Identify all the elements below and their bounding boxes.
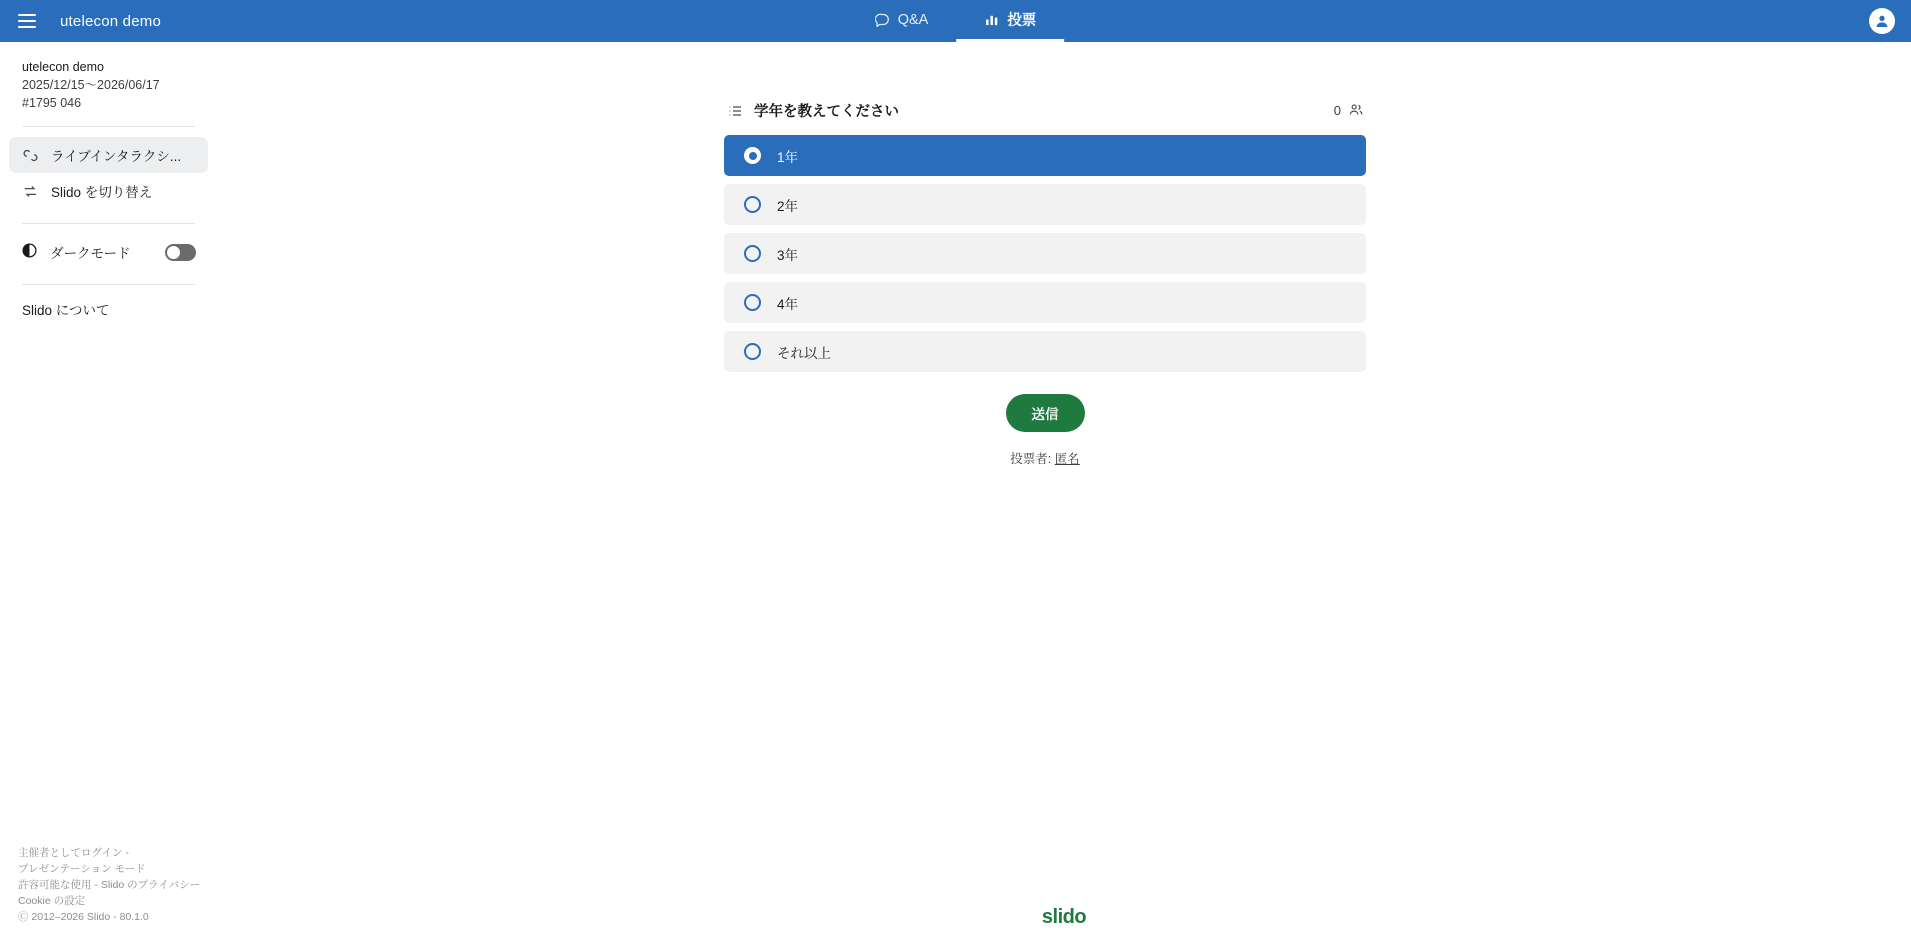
user-avatar-icon (1874, 13, 1890, 29)
voter-identity-label: 投票者: (1010, 452, 1052, 466)
footer-acceptable-use-privacy[interactable]: 許容可能な使用 - Slido のプライバシー (18, 879, 201, 891)
main-tabs (847, 0, 1065, 42)
footer-copyright: Ⓒ 2012–2026 Slido - 80.1.0 (18, 911, 149, 923)
participant-count-value: 0 (1333, 103, 1341, 118)
chat-bubble-icon (875, 12, 890, 27)
about-slido-link[interactable]: Slido について (22, 303, 110, 318)
top-bar (0, 0, 1911, 42)
sidebar-divider-bottom (22, 284, 195, 285)
participant-count (1334, 102, 1364, 120)
tab-polls-label: 投票 (1007, 13, 1037, 29)
event-dates: 2025/12/15〜2026/06/17 (22, 78, 160, 92)
poll-option[interactable] (724, 282, 1366, 323)
slido-logo-text: slido (1041, 906, 1087, 928)
main-content (217, 42, 1911, 943)
footer-presentation-mode[interactable]: プレゼンテーション モード (18, 863, 146, 875)
event-meta (0, 58, 217, 112)
radio-icon (744, 343, 761, 360)
sidebar-item-live-interaction-label: ライブインタラクシ... (51, 149, 182, 164)
switch-icon (21, 182, 39, 200)
dark-mode-row[interactable] (9, 234, 208, 270)
poll-option[interactable] (724, 184, 1366, 225)
poll-option-label: 4年 (777, 296, 799, 312)
voter-identity-line (724, 449, 1366, 467)
submit-row (724, 394, 1366, 432)
poll-header (724, 100, 1366, 135)
people-icon (1348, 102, 1364, 120)
poll-question: 学年を教えてください (754, 104, 899, 120)
sidebar-footer (0, 845, 218, 925)
voter-identity-value[interactable]: 匿名 (1054, 452, 1080, 466)
sidebar-nav (0, 137, 217, 209)
radio-icon (744, 245, 761, 262)
submit-button[interactable]: 送信 (1006, 394, 1085, 432)
footer-cookie-settings[interactable]: Cookie の設定 (18, 895, 86, 907)
slido-logo (1042, 906, 1086, 929)
dark-mode-toggle-knob (167, 246, 180, 259)
radio-icon (744, 196, 761, 213)
sidebar (0, 42, 217, 943)
sidebar-item-switch-slido[interactable] (9, 173, 208, 209)
tab-polls[interactable] (956, 0, 1064, 42)
contrast-icon (21, 242, 38, 262)
poll-option-label: 3年 (777, 247, 799, 263)
tab-qa[interactable] (847, 0, 957, 42)
sidebar-divider-top (22, 126, 195, 127)
app-body (0, 42, 1911, 943)
dark-mode-label: ダークモード (50, 246, 131, 261)
bar-chart-icon (984, 12, 999, 27)
poll-option-label: 1年 (777, 149, 799, 165)
sidebar-divider-mid (22, 223, 195, 224)
tab-qa-label: Q&A (897, 11, 929, 28)
dark-mode-toggle[interactable] (165, 244, 196, 261)
event-code: #1795 046 (22, 96, 82, 110)
poll-option[interactable] (724, 135, 1366, 176)
poll-option-label: それ以上 (777, 345, 831, 361)
radio-icon (744, 147, 761, 164)
event-name: utelecon demo (22, 60, 105, 74)
avatar[interactable] (1869, 8, 1895, 34)
dark-mode-section (0, 234, 217, 270)
ordered-list-icon (726, 102, 744, 120)
interaction-icon (21, 146, 39, 164)
poll-option[interactable] (724, 233, 1366, 274)
poll-option-label: 2年 (777, 198, 799, 214)
hamburger-icon[interactable] (18, 8, 44, 34)
sidebar-item-switch-slido-label: Slido を切り替え (51, 185, 153, 200)
poll-card (724, 42, 1366, 467)
page-title: utelecon demo (60, 12, 162, 30)
poll-options (724, 135, 1366, 372)
radio-icon (744, 294, 761, 311)
footer-login-organizer[interactable]: 主催者としてログイン - (18, 847, 129, 859)
sidebar-item-live-interaction[interactable] (9, 137, 208, 173)
poll-option[interactable] (724, 331, 1366, 372)
